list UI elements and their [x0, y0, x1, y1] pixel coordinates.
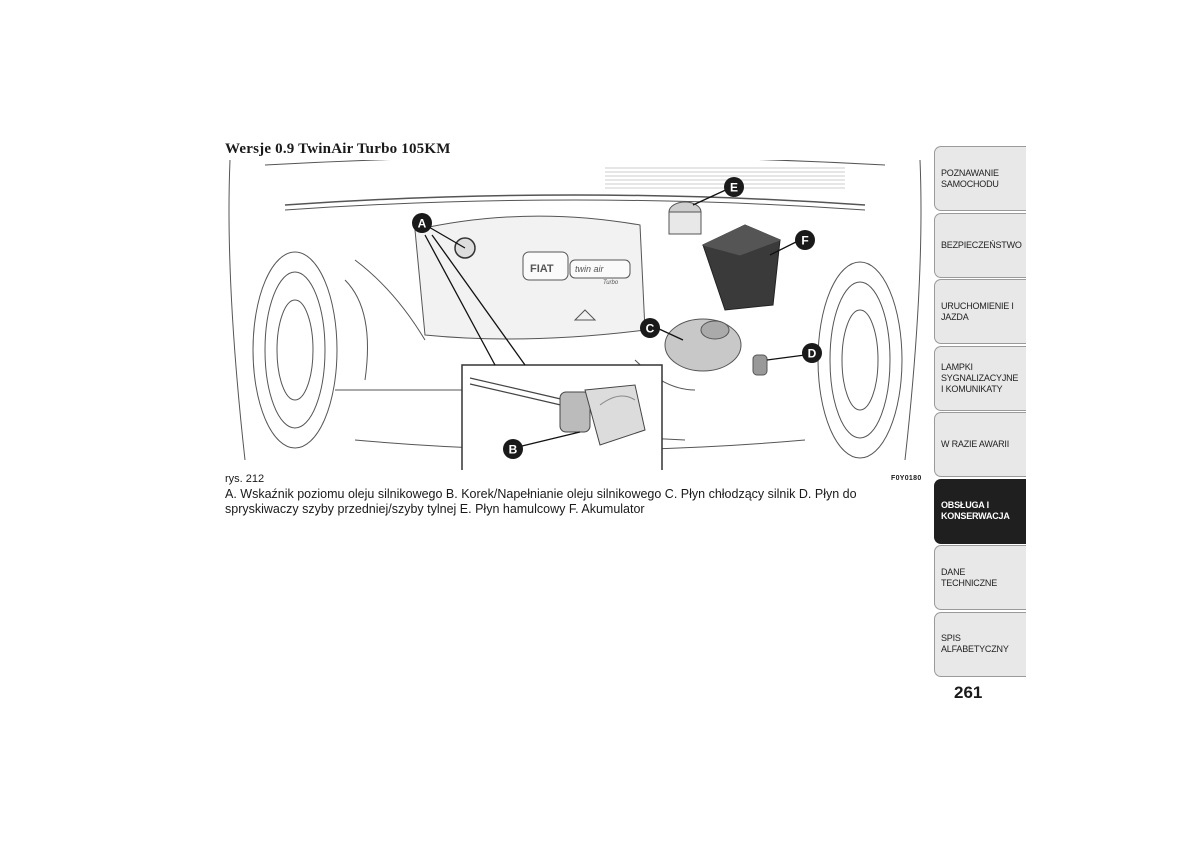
engine-badge: FIAT: [530, 263, 554, 275]
chapter-tabs: [934, 146, 1026, 678]
tab-label: SPIS ALFABETYCZNY: [941, 633, 1009, 654]
label-f: [795, 230, 815, 250]
tab-bezpieczenstwo[interactable]: [934, 213, 1026, 278]
section-title: Wersje 0.9 TwinAir Turbo 105KM: [225, 141, 451, 157]
svg-text:B: B: [508, 442, 518, 457]
tab-label: LAMPKI SYGNALIZACYJNE I KOMUNIKATY: [941, 361, 1019, 394]
svg-text:C: C: [645, 321, 655, 336]
tab-obsluga-i-konserwacja[interactable]: [934, 479, 1026, 544]
figure-reference: rys. 212: [225, 473, 265, 485]
tab-lampki-sygnalizacyjne[interactable]: [934, 346, 1026, 411]
engine-bay-illustration: [225, 160, 925, 470]
figure-caption: A. Wskaźnik poziomu oleju silnikowego B. Korek/Napełnianie oleju silnikowego C. Płyn chłodzący silnik D. Płyn do spryskiwaczy szyby przedniej/szyby tylnej E. Płyn hamulcowy F. Akumulator: [225, 487, 857, 516]
tab-label: BEZPIECZEŃSTWO: [941, 239, 1022, 250]
engine-diagram: [225, 160, 925, 470]
engine-sub: Turbo: [603, 280, 619, 286]
label-b: [503, 439, 523, 459]
svg-text:D: D: [807, 346, 817, 361]
svg-text:F: F: [801, 233, 809, 248]
page-number: 261: [954, 683, 983, 702]
figure-code: F0Y0180: [891, 475, 922, 482]
label-d: [802, 343, 822, 363]
svg-text:A: A: [417, 216, 427, 231]
tab-uruchomienie-i-jazda[interactable]: [934, 279, 1026, 344]
label-c: [640, 318, 660, 338]
tab-dane-techniczne[interactable]: [934, 545, 1026, 610]
tab-label: W RAZIE AWARII: [941, 439, 1010, 449]
engine-script: twin air: [575, 264, 604, 274]
label-a: [412, 213, 432, 233]
tab-label: OBSŁUGA I KONSERWACJA: [941, 500, 1010, 521]
tab-poznawanie-samochodu[interactable]: [934, 146, 1026, 211]
label-e: [724, 177, 744, 197]
svg-text:E: E: [729, 180, 739, 195]
tab-label: POZNAWANIE SAMOCHODU: [941, 167, 999, 189]
tab-w-razie-awarii[interactable]: [934, 412, 1026, 477]
tab-label: URUCHOMIENIE I JAZDA: [941, 300, 1014, 322]
tab-spis-alfabetyczny[interactable]: [934, 612, 1026, 677]
tab-label: DANE TECHNICZNE: [941, 566, 997, 588]
